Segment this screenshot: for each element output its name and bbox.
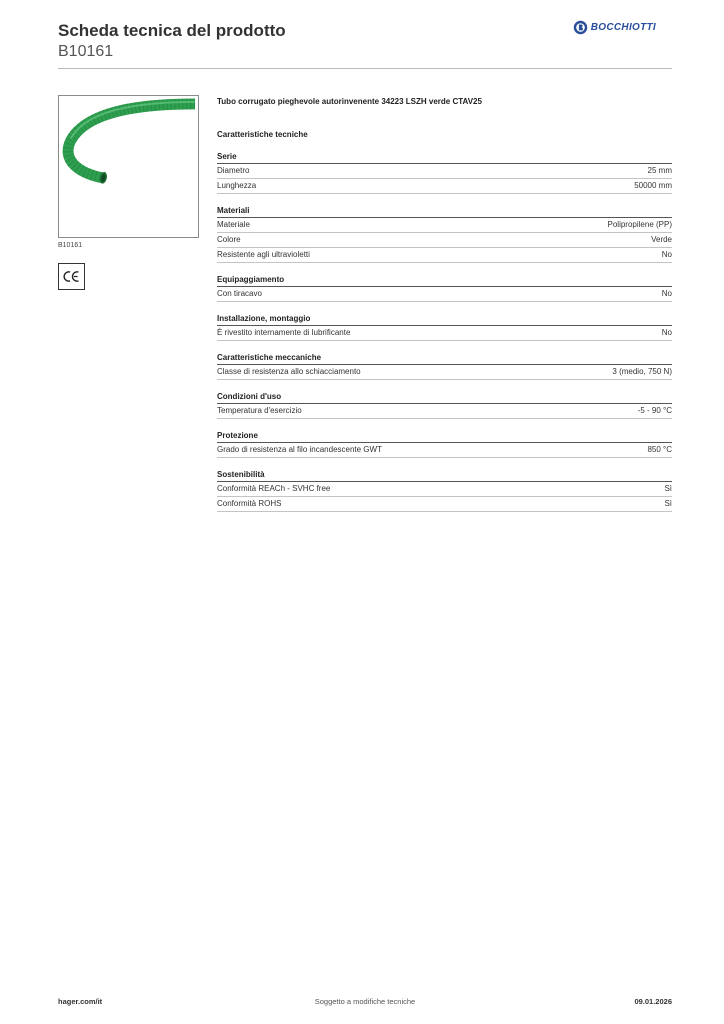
section-title: Condizioni d'uso — [217, 391, 672, 404]
spec-value: No — [661, 289, 672, 298]
spec-label: Diametro — [217, 166, 250, 175]
section-title: Caratteristiche meccaniche — [217, 352, 672, 365]
spec-value: 25 mm — [647, 166, 672, 175]
spec-value: 850 °C — [647, 445, 672, 454]
section-title: Installazione, montaggio — [217, 313, 672, 326]
spec-value: Sì — [664, 484, 672, 493]
spec-row — [217, 164, 672, 179]
spec-row — [217, 497, 672, 512]
section-title: Sostenibilità — [217, 469, 672, 482]
section-title: Equipaggiamento — [217, 274, 672, 287]
spec-value: 3 (medio, 750 N) — [612, 367, 672, 376]
spec-label: Conformità REACh - SVHC free — [217, 484, 331, 493]
spec-value: 50000 mm — [634, 181, 672, 190]
tech-specs-heading: Caratteristiche tecniche — [217, 130, 308, 139]
footer-date: 09.01.2026 — [634, 997, 672, 1006]
spec-row — [217, 404, 672, 419]
spec-row — [217, 365, 672, 380]
section-title: Serie — [217, 151, 672, 164]
spec-value: No — [661, 250, 672, 259]
product-image — [58, 95, 199, 238]
spec-label: Resistente agli ultravioletti — [217, 250, 310, 259]
spec-label: È rivestito internamente di lubrificante — [217, 328, 351, 337]
section-installazione — [217, 313, 672, 341]
bocchiotti-logo-icon — [573, 20, 588, 35]
spec-label: Con tiracavo — [217, 289, 262, 298]
spec-row — [217, 326, 672, 341]
spec-row — [217, 482, 672, 497]
section-title: Protezione — [217, 430, 672, 443]
spec-row — [217, 248, 672, 263]
spec-value: No — [661, 328, 672, 337]
spec-value: Sì — [664, 499, 672, 508]
brand-logo — [573, 20, 656, 35]
spec-row — [217, 287, 672, 302]
footer-note: Soggetto a modifiche tecniche — [314, 997, 416, 1006]
section-meccaniche — [217, 352, 672, 380]
spec-row — [217, 233, 672, 248]
spec-label: Temperatura d'esercizio — [217, 406, 302, 415]
section-title: Materiali — [217, 205, 672, 218]
image-caption: B10161 — [58, 242, 83, 249]
product-code: B10161 — [58, 43, 114, 60]
section-sostenibilita — [217, 469, 672, 512]
section-materiali — [217, 205, 672, 263]
spec-value: -5 - 90 °C — [637, 406, 672, 415]
brand-name: BOCCHIOTTI — [590, 22, 656, 33]
section-protezione — [217, 430, 672, 458]
section-equipaggiamento — [217, 274, 672, 302]
footer-website-link[interactable]: hager.com/it — [58, 997, 103, 1006]
spec-row — [217, 218, 672, 233]
spec-row — [217, 443, 672, 458]
header-divider — [58, 68, 672, 69]
spec-label: Conformità ROHS — [217, 499, 282, 508]
product-details — [217, 95, 672, 523]
section-serie — [217, 151, 672, 194]
corrugated-tube-icon — [59, 96, 198, 237]
page-title: Scheda tecnica del prodotto — [58, 21, 286, 40]
spec-value: Polipropilene (PP) — [607, 220, 672, 229]
ce-marking-icon — [62, 270, 81, 283]
spec-label: Colore — [217, 235, 241, 244]
spec-label: Grado di resistenza al filo incandescente GWT — [217, 445, 382, 454]
spec-label: Classe di resistenza allo schiacciamento — [217, 367, 361, 376]
spec-label: Lunghezza — [217, 181, 257, 190]
spec-label: Materiale — [217, 220, 250, 229]
page-header — [58, 20, 672, 62]
spec-row — [217, 179, 672, 194]
section-condizioni — [217, 391, 672, 419]
product-title: Tubo corrugato pieghevole autorinvenente 34223 LSZH verde CTAV25 — [217, 97, 482, 106]
spec-value: Verde — [651, 235, 672, 244]
ce-mark — [58, 263, 85, 290]
